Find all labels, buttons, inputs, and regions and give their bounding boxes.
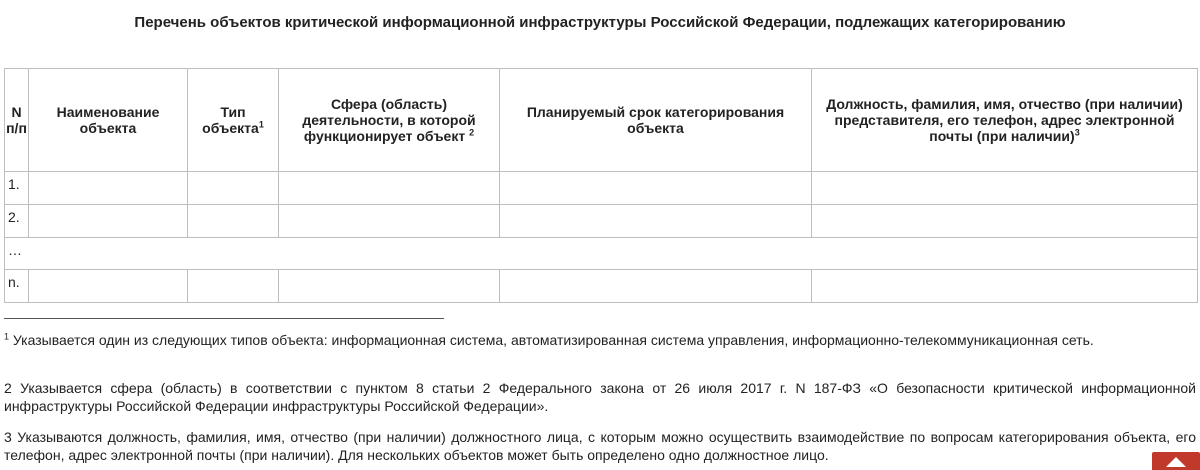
- row-number: n.: [5, 270, 29, 303]
- footnote-3-text: 3 Указываются должность, фамилия, имя, отчество (при наличии) должностного лица, с которым можно осуществить взаимодействие по вопросам категорирования объекта, его телефон, адрес электронной почты (при наличии). Для нескольких объектов может быть определено одно должностное лицо.: [4, 429, 1196, 463]
- footnote-2-text: 2 Указывается сфера (область) в соответствии с пунктом 8 статьи 2 Федерального закона от 26 июля 2017 г. N 187-ФЗ «О безопасности критической информационной инфраструктуры Российской Федерации инфраструктуры Российской Федерации».: [4, 380, 1196, 414]
- header-contact: [812, 69, 1198, 172]
- table-cell: [188, 205, 279, 238]
- footnote-1: [4, 331, 1196, 349]
- footnote-1-mark: 1: [4, 331, 10, 342]
- table-cell: [279, 270, 500, 303]
- table-row: [5, 270, 1198, 303]
- header-contact-label: Должность, фамилия, имя, отчество (при наличии) представителя, его телефон, адрес электронной почты (при наличии): [826, 96, 1183, 144]
- header-num: [5, 69, 29, 172]
- ellipsis-cell: …: [5, 238, 1198, 270]
- header-sphere-label: Сфера (область) деятельности, в которой функционирует объект: [302, 96, 476, 144]
- table-row: [5, 205, 1198, 238]
- footnote-divider: [4, 318, 444, 319]
- table-cell: [500, 172, 812, 205]
- header-name: [29, 69, 188, 172]
- table-header-row: [5, 69, 1198, 172]
- table-cell: [279, 172, 500, 205]
- footnote-ref-2[interactable]: 2: [469, 127, 475, 138]
- table-row-ellipsis: [5, 238, 1198, 270]
- registry-table: [4, 68, 1198, 303]
- row-number: 1.: [5, 172, 29, 205]
- table-cell: [29, 205, 188, 238]
- table-cell: [500, 270, 812, 303]
- table-cell: [500, 205, 812, 238]
- header-type: [188, 69, 279, 172]
- header-type-label: Тип объекта: [202, 104, 259, 136]
- footnote-2: [4, 379, 1196, 415]
- table-cell: [812, 172, 1198, 205]
- table-cell: [279, 205, 500, 238]
- table-cell: [188, 270, 279, 303]
- table-cell: [812, 205, 1198, 238]
- footnote-ref-3[interactable]: 3: [1074, 127, 1080, 138]
- table-cell: [188, 172, 279, 205]
- table-cell: [29, 270, 188, 303]
- table-cell: [812, 270, 1198, 303]
- header-term: [500, 69, 812, 172]
- row-number: 2.: [5, 205, 29, 238]
- header-name-label: Наименование объекта: [56, 104, 160, 136]
- scroll-to-top-button[interactable]: [1152, 452, 1200, 470]
- header-num-label: N п/п: [6, 104, 27, 136]
- page-title: Перечень объектов критической информационной инфраструктуры Российской Федерации, подлежащих категорированию: [134, 14, 1066, 31]
- footnote-ref-1[interactable]: 1: [258, 119, 264, 130]
- header-sphere: [279, 69, 500, 172]
- footnote-3: [4, 428, 1196, 464]
- header-term-label: Планируемый срок категорирования объекта: [526, 104, 785, 136]
- table-row: [5, 172, 1198, 205]
- footnote-1-text: Указывается один из следующих типов объекта: информационная система, автоматизированная система управления, информационно-телекоммуникационная сеть.: [9, 332, 1094, 348]
- table-cell: [29, 172, 188, 205]
